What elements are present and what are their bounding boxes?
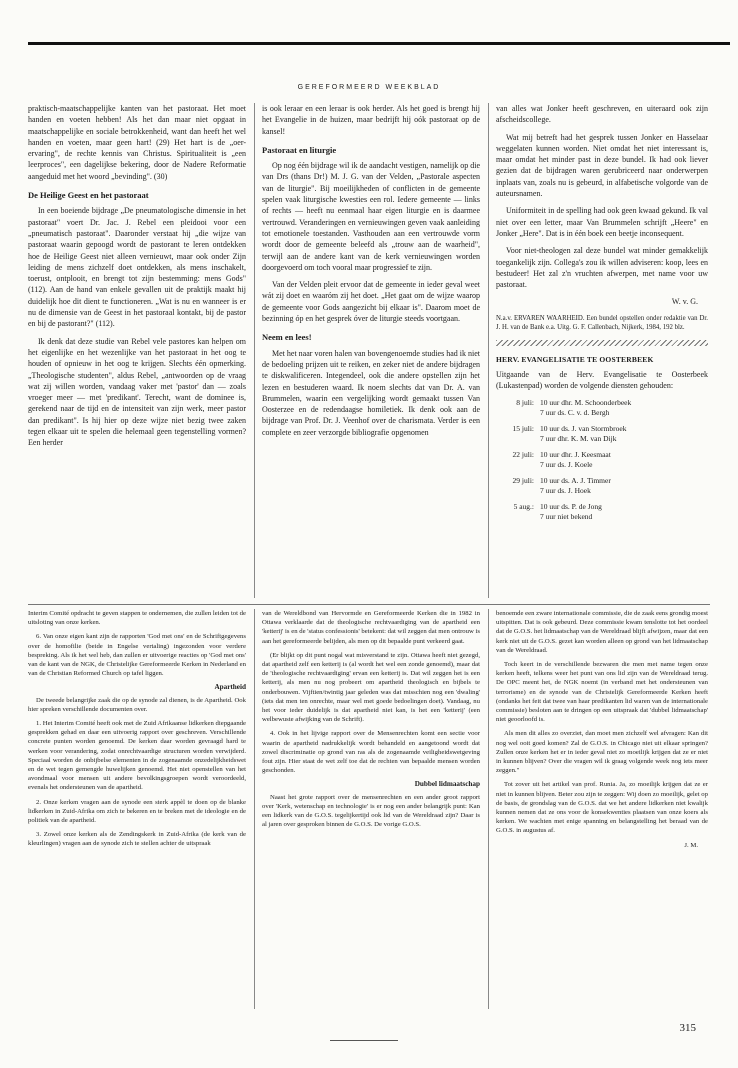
- table-row: 15 juli: 10 uur ds. J. van Stormbroek 7 uur dhr. K. M. van Dijk: [512, 423, 627, 443]
- paragraph: 3. Zowel onze kerken als de Zendingskerk in Zuid-Afrika (de kerk van de kleurlingen) vragen aan de synode zich te stellen achter de uitspraak: [28, 831, 246, 848]
- table-row: 29 juli: 10 uur ds. A. J. Timmer 7 uur ds. J. Hoek: [512, 475, 611, 495]
- paragraph: (Er blijkt op dit punt nogal wat misverstand te zijn. Ottawa heeft niet gezegd, dat apartheid zelf een ketterij is (al wordt het wel een zonde genoemd), maar dat de 'theologische rechtvaardiging' ervan een ketterij is. Dat wil zeggen het is een ketterij, als men nu nog probeert om apartheid theologisch en bijbels te onderbouwen. Vijftien/twintig jaar geleden was dat misschien nog een 'dwaling' (iets dat men ten onrechte, maar wel met goede bedoelingen doet). Vandaag, nu het voor ieder duidelijk is dat apartheid niet kan, is het een 'ketterij' (een welbewuste afwijking van de Schrift).: [262, 651, 480, 724]
- column-1: [28, 103, 246, 601]
- section-divider: [28, 604, 710, 605]
- column-2: [262, 103, 480, 601]
- section-heading: Dubbel lidmaatschap: [414, 780, 480, 789]
- lower-column-3: [496, 609, 708, 1014]
- column-divider: [488, 103, 489, 598]
- bottom-rule: [330, 1040, 398, 1041]
- service-schedule: [496, 398, 708, 528]
- paragraph: Uitgaande van de Herv. Evangelisatie te Oosterbeek (Lukastenpad) worden de volgende diensten gehouden:: [496, 370, 708, 391]
- paragraph: van alles wat Jonker heeft geschreven, en uiteraard ook zijn afscheidscollege.: [496, 104, 708, 125]
- section-heading: HERV. EVANGELISATIE TE OOSTERBEEK: [496, 354, 654, 364]
- paragraph: praktisch-maatschappelijke kanten van het pastoraat. Het moet handen en voeten hebben! Als het dan maar niet opgaat in maatschappelijke en sociale betrokkenheid, want dan heeft het wel handen en voeten, maar geen hart! (29) Het hart is de „oer-ervaring", de rechte kennis van Christus. Spiritualiteit is „een leerproces", een dagelijkse bekering, door de Nadere Reformatie aangeduid met het woord „bevinding". (30): [28, 104, 246, 181]
- paragraph: Uniformiteit in de spelling had ook geen kwaad gekund. Ik val niet over een letter, maar Van Brummelen schrijft „Heere" en Jonker „Here". Dat is in één boek een beetje inconsequent.: [496, 206, 708, 238]
- column-divider: [254, 103, 255, 598]
- paragraph: De tweede belangrijke zaak die op de synode zal dienen, is de Apartheid. Ook hier spreken verschillende documenten over.: [28, 696, 246, 713]
- table-row: 5 aug.: 10 uur ds. P. de Jong 7 uur niet bekend: [513, 501, 602, 521]
- lower-column-1: [28, 609, 246, 1014]
- paragraph: is ook leraar en een leraar is ook herder. Als het goed is brengt hij het Evangelie in de huizen, maar bedrijft hij oók pastoraat op de kansel!: [262, 104, 480, 136]
- page-number: 315: [679, 1022, 696, 1034]
- section-heading: Pastoraat en liturgie: [262, 144, 337, 155]
- table-row: 22 juli: 10 uur dhr. J. Keesmaat 7 uur ds. J. Koele: [512, 449, 611, 469]
- running-header: GEREFORMEERD WEEKBLAD: [297, 84, 441, 91]
- paragraph: Met het naar voren halen van bovengenoemde studies had ik niet de bedoeling prijzen uit te reiken, en zeker niet de andere bijdragen te diskwalificeren. Integendeel, ook die andere opstellen zijn het lezen en bestuderen waard. Ik noem slechts dat van Dr. A. van Brummelen, waarin een vergelijking wordt gemaakt tussen Van Oosterzee en de redendaagse homiletiek. Ik denk ook aan de bijdrage van Prof. Dr. J. Veenhof over de charismata. Verder is een complete en zeer verzorgde bibliografie opgenomen: [262, 348, 480, 437]
- author-signature: J. M.: [684, 841, 698, 849]
- paragraph: Wat mij betreft had het gesprek tussen Jonker en Hasselaar weggelaten kunnen worden. Niet omdat het niet interessant is, maar omdat het minder past in deze bundel. Ik had ook liever gezien dat de bijdragen waren gerubriceerd naar onderwerpen inplaats van, zoals nu is gebeurd, in alfabetische volgorde van de auteursnamen.: [496, 132, 708, 199]
- paragraph: Van der Velden pleit ervoor dat de gemeente in ieder geval weet wát zij doet en waaróm zij het doet. „Het gaat om de wijze waarop de gemeente voor Gods aangezicht bij elkaar is". Daarom moet de bezinning óp en het gesprek óver de liturgie steeds voortgaan.: [262, 280, 480, 324]
- paragraph: 2. Onze kerken vragen aan de synode een sterk appèl te doen op de blanke lidkerken in Zuid-Afrika om zich te bekeren en te breken met de ideologie en de politiek van de apartheid.: [28, 798, 246, 825]
- author-signature: W. v. G.: [671, 297, 698, 307]
- top-rule: [28, 42, 730, 45]
- paragraph: Voor niet-theologen zal deze bundel wat minder gemakkelijk toegankelijk zijn. Collega's zou ik willen adviseren: koop, lees en bestudeer! Het zal z'n vruchten afwerpen, met name voor uw pastoraat.: [496, 246, 708, 290]
- lower-column-2: [262, 609, 480, 1014]
- paragraph: Ik denk dat deze studie van Rebel vele pastores kan helpen om het eigenlijke en het wezenlijke van het pastoraat in het oog te houden of opnieuw in het oog te krijgen. Slechts één opmerking. „Theologische studenten", aldus Rebel, „antwoorden op de vraag wat zij willen worden, vandaag vaker met 'pastor' dan — zoals vroeger meer — met 'predikant'. Terecht, want de dominee is, gerekend naar de tijd en de intensiteit van zijn werk, meer pastor dan predikant". Is hij hier op deze wijze niet bezig twee zaken tegen elkaar uit te spelen die helemaal geen tegenstelling vormen? Een herder: [28, 336, 246, 448]
- paragraph: van de Wereldbond van Hervormde en Gereformeerde Kerken die in 1982 in Ottawa verklaarde dat de theologische rechtvaardiging van de apartheid een 'ketterij' is en de 'status confessionis' betekent: dat wil zeggen dat men ontrouw is aan het gereformeerde belijden, als men op dit bepaalde punt verkeerd gaat.: [262, 610, 480, 645]
- paragraph: Op nog één bijdrage wil ik de aandacht vestigen, namelijk op die van Drs (thans Dr!) M. J. G. van der Velden, „Pastorale aspecten van de liturgie". Bij moeilijkheden of conflicten in de gemeente spelen vaak liturgische kwesties een rol. Iedere gemeente — links of rechts — heeft nu eenmaal haar eigen liturgie en is daarmee vertrouwd. Veranderingen en vernieuwingen geven vaak aanleiding tot emotionele toestanden. Vasthouden aan een vertrouwde vorm wordt door de gemeente beleefd als „trouw aan de waarheid", terwijl aan de andere kant van de kerk vernieuwingen worden doorgevoerd om toch vooral maar progressief te zijn.: [262, 161, 480, 272]
- section-heading: Neem en lees!: [262, 332, 312, 343]
- paragraph: Tot zover uit het artikel van prof. Runia. Ja, zo moeilijk krijgen dat ze er niet in kunnen blijven. Beter zou zijn te zeggen: Wij doen zo moeilijk, gelet op de basis, de grondslag van de G.O.S. dat we het andere lidkerken niet kwalijk kunnen nemen dat ze ons voor de konsekwenties plaatsen van onze koers als kerken. We wachten met enige spanning en belangstelling het beraad van de G.O.S. in augustus af.: [496, 781, 708, 835]
- section-heading: De Heilige Geest en het pastoraat: [28, 190, 149, 201]
- column-3: [496, 103, 708, 601]
- paragraph: 6. Van onze eigen kant zijn de rapporten 'God met ons' en de Schriftgegevens over de homofilie (beide in Engelse vertaling) ingezonden voor verdere bespreking. Als ik het wel heb, dan zullen er uitvoerige reacties op 'God met ons' van de kant van de NGK, de Christelijke Gereformeerde Kerken in Nederland en van de Christian Reformed Church op tafel liggen.: [28, 633, 246, 678]
- paragraph: Toch keert in de verschillende bezwaren die men met name tegen onze kerken heeft, telkens weer het punt van ons lid zijn van de Wereldraad terug. De OPC meent het, de NGK noemt (in verband met het ondersteunen van terrorisme) en de synode van de Christelijk Gereformeerde Kerken heeft (ondanks het feit dat twee van haar predikanten lid waren van de internationale commissie) besloten aan te dringen op een uitspraak dat 'dubbel lidmaatschap' niet geoorloofd is.: [496, 661, 708, 724]
- book-source: N.a.v. ERVAREN WAARHEID. Een bundel opstellen onder redaktie van Dr. J. H. van de Bank e.a. Uitg. G. F. Callenbach, Nijkerk, 1984, 192 blz.: [496, 314, 708, 331]
- column-divider: [254, 609, 255, 1009]
- paragraph: benoemde een zware internationale commissie, die de zaak eens grondig moest uitspitten. Dat is ook gebeurd. Deze commissie kwam tenslotte tot het oordeel dat de G.O.S. het lidmaatschap van de Wereldraad blijft afwijzen, maar dat een kerk niet uit de G.O.S. gezet kan worden alleen op grond van het lidmaatschap van de Wereldraad.: [496, 610, 708, 654]
- column-divider: [488, 609, 489, 1009]
- paragraph: 1. Het Interim Comité heeft ook met de Zuid Afrikaanse lidkerken diepgaande gesprekken gehad en daar een uitvoerig rapport over geschreven. Verschillende concrete punten worden genoemd. De kerken daar worden gevraagd hard te werken voor verandering, zodat onrechtvaardige structuren worden verwijderd. Speciaal worden de onbijbelse elementen in de zogenaamde onzedelijkheidswet en de wet tegen gemengde huwelijken genoemd. Het niet openstellen van het avondmaal voor mensen uit andere bevolkingsgroepen wordt veroordeeld, evenals het ondersteunen van de apartheid.: [28, 720, 246, 792]
- paragraph: 4. Ook in het lijvige rapport over de Mensenrechten komt een sectie voor waarin de apartheid nadrukkelijk wordt behandeld en aangetoond wordt dat zowel discriminatie op grond van ras als de zogenaamde veiligheidswetgeving fout zijn. Hier staat de wet zelf toe dat de rechten van bepaalde mensen worden geschonden.: [262, 730, 480, 775]
- table-row: 8 juli: 10 uur dhr. M. Schoonderbeek 7 uur ds. C. v. d. Bergh: [516, 397, 632, 417]
- paragraph: In een boeiende bijdrage „De pneumatologische dimensie in het pastoraat" voert Dr. Jac. J. Rebel een pleidooi voor een „pneumatisch pastoraat". Daaronder verstaat hij „die wijze van pastoraat waarin gepoogd wordt de pastorant te leren ontdekken hoe de Heilige Geest niet alleen vernieuwt, maar ook onder Zijn leiding de mens zichzelf doet ontdekken, als mens inschakelt, toerust, ontplooit, en brengt tot zijn bestemming: mens Gods" (112). Aan de hand van enkele gevallen uit de praktijk maakt hij duidelijk hoe dit dient te functioneren. „Wat is nu en wanneer is er nu de dimensie van de Geest in het pastoraal kontakt, bij de pastor en bij de pastorant?" (112).: [28, 206, 246, 329]
- section-heading: Apartheid: [214, 683, 246, 692]
- decorative-wave-divider: [496, 340, 708, 346]
- paragraph: Naast het grote rapport over de mensenrechten en een ander groot rapport over 'Kerk, wetenschap en technologie' is er nog een ander belangrijk punt: Kan een lidkerk van de G.O.S. tegelijkertijd ook lid van de Wereldraad zijn? Daar is al jaren over gesproken binnen de G.O.S. De vorige G.O.S.: [262, 793, 480, 829]
- paragraph: Als men dit alles zo overziet, dan moet men zichzelf wel afvragen: Kan dit nog wel ooit goed komen? Zal de G.O.S. in Chicago niet uit elkaar springen? Zullen onze kerken het er in ieder geval niet zo moeilijk krijgen dat ze er niet in kunnen blijven? Over die vragen wil ik graag volgende week nog iets meer zeggen.": [496, 730, 708, 775]
- paragraph: Interim Comité opdracht te geven stappen te ondernemen, die zullen leiden tot de uitsloting van onze kerken.: [28, 610, 246, 627]
